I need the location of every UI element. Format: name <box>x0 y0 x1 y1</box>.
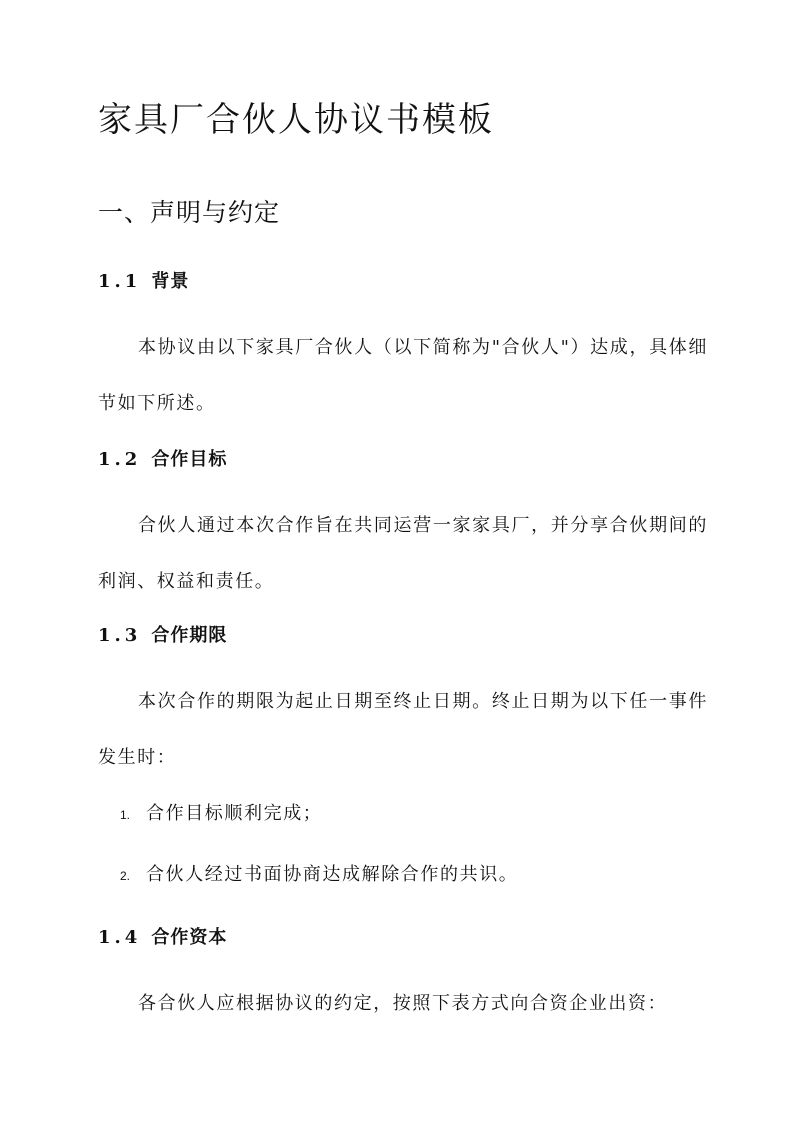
section-title: 一、声明与约定 <box>98 198 281 227</box>
subsection-title: 合作期限 <box>151 625 228 646</box>
subsection-number: 1.3 <box>98 625 142 646</box>
subsection-heading-term <box>98 622 227 650</box>
subsection-title: 合作资本 <box>151 927 228 948</box>
subsection-heading-background <box>98 268 189 296</box>
list-marker: 2. <box>120 869 131 883</box>
document-title: 家具厂合伙人协议书模板 <box>98 100 494 140</box>
subsection-number: 1.4 <box>98 927 142 948</box>
subsection-title: 背景 <box>151 271 190 292</box>
list-item <box>120 800 322 829</box>
subsection-paragraph-term: 本次合作的期限为起止日期至终止日期。终止日期为以下任一事件发生时： <box>98 691 708 768</box>
subsection-paragraph-goal: 合伙人通过本次合作旨在共同运营一家家具厂，并分享合伙期间的利润、权益和责任。 <box>98 515 708 592</box>
list-item-text: 合作目标顺利完成； <box>146 803 323 824</box>
subsection-title: 合作目标 <box>151 449 228 470</box>
subsection-paragraph-background: 本协议由以下家具厂合伙人（以下简称为"合伙人"）达成，具体细节如下所述。 <box>98 337 708 414</box>
list-marker: 1. <box>120 808 131 822</box>
subsection-paragraph-capital: 各合伙人应根据协议的约定，按照下表方式向合资企业出资： <box>138 993 668 1014</box>
subsection-number: 1.1 <box>98 271 142 292</box>
subsection-number: 1.2 <box>98 449 142 470</box>
subsection-heading-capital <box>98 924 227 952</box>
list-item <box>120 861 518 890</box>
list-item-text: 合伙人经过书面协商达成解除合作的共识。 <box>146 864 519 885</box>
subsection-heading-goal <box>98 446 227 474</box>
